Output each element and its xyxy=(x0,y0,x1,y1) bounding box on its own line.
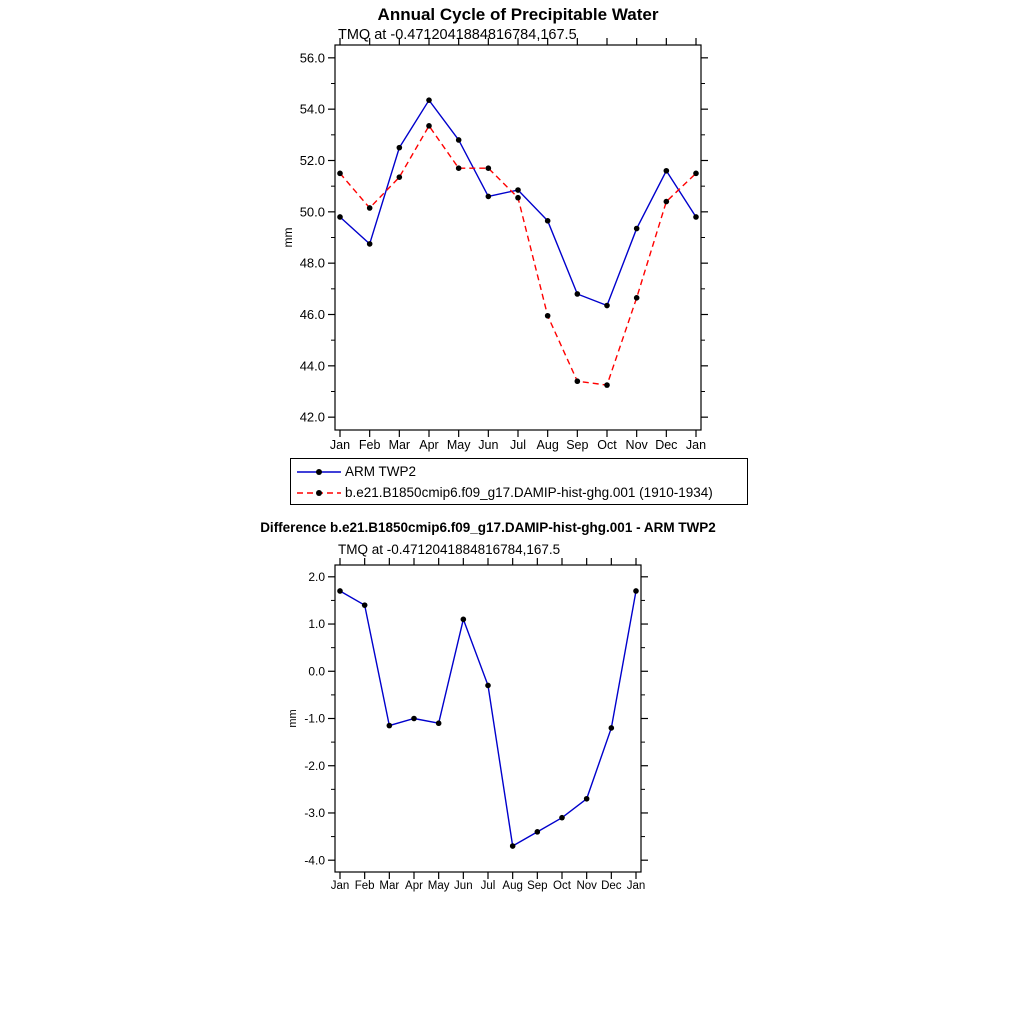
data-point xyxy=(575,291,581,297)
legend-label: b.e21.B1850cmip6.f09_g17.DAMIP-hist-ghg.001 (1910-1934) xyxy=(345,485,713,500)
x-tick-label: Feb xyxy=(354,880,375,892)
data-point xyxy=(397,174,403,180)
legend-sample-marker xyxy=(316,490,322,496)
data-point xyxy=(664,168,670,174)
chart2-title: Difference b.e21.B1850cmip6.f09_g17.DAMIP-hist-ghg.001 - ARM TWP2 xyxy=(260,520,716,535)
y-tick-label: 50.0 xyxy=(299,204,325,220)
data-point xyxy=(485,683,491,689)
data-point xyxy=(411,716,417,722)
x-tick-label: Jan xyxy=(330,880,350,892)
data-point xyxy=(456,165,462,171)
data-point xyxy=(515,195,521,201)
chart1-subtitle: TMQ at -0.4712041884816784,167.5 xyxy=(338,27,577,43)
x-tick-label: Nov xyxy=(576,880,597,892)
data-point xyxy=(367,241,373,247)
x-tick-label: Jun xyxy=(454,880,473,892)
x-tick-label: Mar xyxy=(379,880,400,892)
data-point xyxy=(387,723,393,729)
data-point xyxy=(633,588,639,594)
data-point xyxy=(337,214,343,220)
data-point xyxy=(436,720,442,726)
data-point xyxy=(634,295,640,301)
data-point xyxy=(486,165,492,171)
data-point xyxy=(664,199,670,205)
x-tick-label: Jul xyxy=(480,880,496,892)
x-tick-label: Sep xyxy=(527,880,548,892)
y-tick-label: 48.0 xyxy=(299,255,325,271)
data-point xyxy=(510,843,516,849)
x-tick-label: Apr xyxy=(419,438,439,452)
data-point xyxy=(362,602,368,608)
data-point xyxy=(545,218,551,224)
series-line xyxy=(340,591,636,846)
y-axis-title: mm xyxy=(281,227,295,248)
plot-frame xyxy=(335,45,701,430)
legend-line-sample xyxy=(296,487,342,499)
y-tick-label: 42.0 xyxy=(299,409,325,425)
x-tick-label: May xyxy=(427,880,450,892)
data-point xyxy=(337,588,343,594)
data-point xyxy=(456,137,462,143)
x-tick-label: Aug xyxy=(536,438,559,452)
x-tick-label: Mar xyxy=(388,438,411,452)
x-tick-label: Oct xyxy=(553,880,571,892)
y-tick-label: 44.0 xyxy=(299,358,325,374)
y-tick-label: -1.0 xyxy=(304,711,325,726)
y-tick-label: 1.0 xyxy=(308,617,325,632)
x-tick-label: Apr xyxy=(405,880,423,892)
data-point xyxy=(535,829,541,835)
data-point xyxy=(693,171,699,177)
y-tick-label: -2.0 xyxy=(304,758,325,773)
legend-box xyxy=(290,458,748,505)
data-point xyxy=(559,815,565,821)
legend-line-sample xyxy=(296,466,342,478)
x-tick-label: Sep xyxy=(566,438,589,452)
data-point xyxy=(584,796,590,802)
x-tick-label: May xyxy=(446,438,471,452)
y-tick-label: -4.0 xyxy=(304,853,325,868)
chart1-title: Annual Cycle of Precipitable Water xyxy=(377,5,659,24)
data-point xyxy=(397,145,403,151)
x-tick-label: Jan xyxy=(329,438,351,452)
data-point xyxy=(515,187,521,193)
chart2-subtitle: TMQ at -0.4712041884816784,167.5 xyxy=(338,542,561,557)
legend-item xyxy=(296,482,747,503)
x-tick-label: Oct xyxy=(597,438,617,452)
data-point xyxy=(545,313,551,319)
x-tick-label: Nov xyxy=(625,438,648,452)
data-point xyxy=(634,226,640,232)
y-tick-label: 46.0 xyxy=(299,307,325,323)
y-tick-label: 54.0 xyxy=(299,101,325,117)
plot-frame xyxy=(335,565,641,872)
legend-label: ARM TWP2 xyxy=(345,464,417,479)
x-tick-label: Jan xyxy=(626,880,646,892)
x-tick-label: Dec xyxy=(655,438,678,452)
data-point xyxy=(461,617,467,623)
y-tick-label: 2.0 xyxy=(308,570,325,585)
x-tick-label: Feb xyxy=(358,438,381,452)
y-tick-label: 52.0 xyxy=(299,153,325,169)
data-point xyxy=(367,205,373,211)
y-tick-label: 0.0 xyxy=(308,664,325,679)
data-point xyxy=(337,171,343,177)
y-axis-title: mm xyxy=(287,709,299,728)
data-point xyxy=(604,303,610,309)
series-line xyxy=(340,100,696,305)
x-tick-label: Jan xyxy=(685,438,707,452)
data-point xyxy=(426,97,432,103)
x-tick-label: Jul xyxy=(510,438,526,452)
x-tick-label: Aug xyxy=(502,880,523,892)
x-tick-label: Dec xyxy=(601,880,622,892)
y-tick-label: -3.0 xyxy=(304,806,325,821)
data-point xyxy=(604,382,610,388)
y-tick-label: 56.0 xyxy=(299,50,325,66)
data-point xyxy=(486,194,492,200)
data-point xyxy=(575,378,581,384)
difference-chart xyxy=(0,515,1024,915)
legend-item xyxy=(296,461,747,482)
data-point xyxy=(609,725,615,731)
data-point xyxy=(426,123,432,129)
data-point xyxy=(693,214,699,220)
legend-sample-marker xyxy=(316,469,322,475)
x-tick-label: Jun xyxy=(478,438,499,452)
